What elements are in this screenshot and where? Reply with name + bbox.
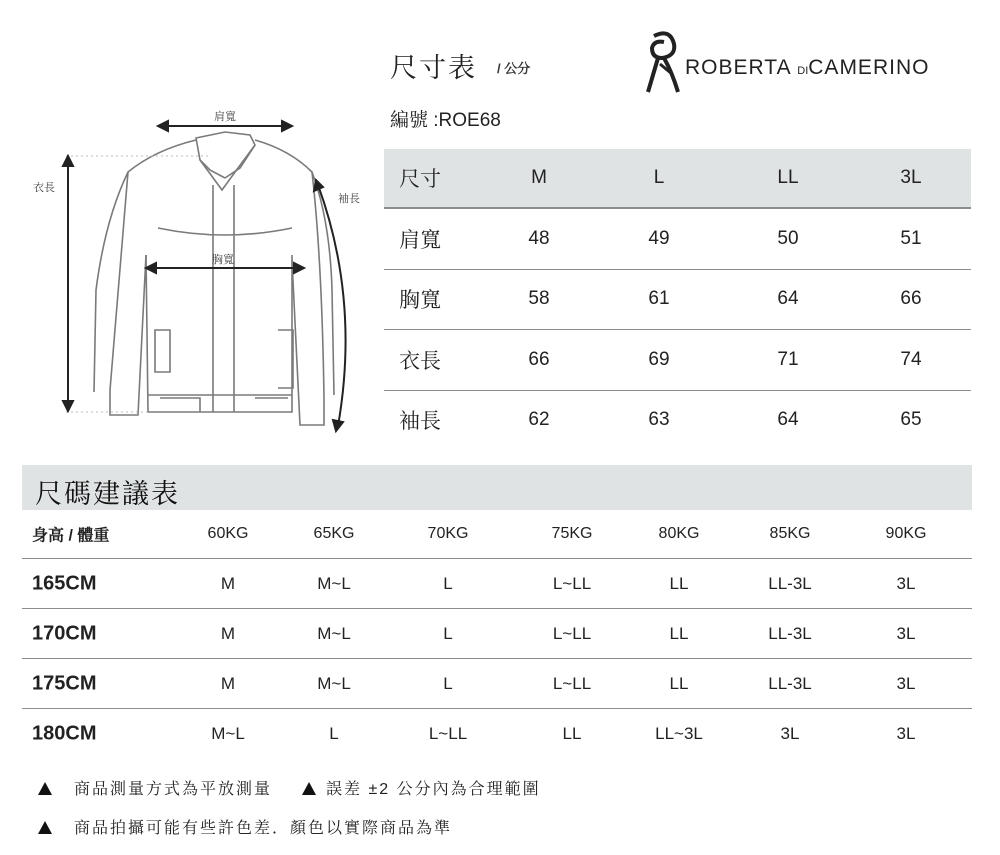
shoulder-label: 肩寬 [214, 111, 236, 123]
cell: 48 [528, 227, 550, 249]
cell: L~LL [428, 723, 468, 743]
jacket-diagram [0, 95, 380, 440]
row-label: 180CM [32, 722, 97, 744]
cell: L~LL [552, 623, 592, 643]
size-header-label: 尺寸 [399, 168, 441, 191]
size-header-l: L [653, 167, 665, 188]
recommendation-header [22, 510, 972, 559]
size-table [384, 149, 971, 450]
cell: 3L [896, 623, 916, 643]
cell: M~L [317, 623, 351, 643]
header-cell: 90KG [885, 525, 927, 542]
header-cell: 75KG [551, 525, 593, 542]
table-row [384, 270, 971, 331]
recommendation-title: 尺碼建議表 [35, 479, 180, 509]
note-color: 商品拍攝可能有些許色差．顏色以實際商品為準 [74, 820, 453, 837]
row-label: 衣長 [399, 349, 441, 373]
header-cell: 60KG [207, 525, 249, 542]
cell: L~LL [552, 673, 592, 693]
cell: L [443, 673, 453, 693]
header-cell: 70KG [427, 525, 469, 542]
cell: 64 [777, 409, 799, 431]
cell: LL-3L [768, 673, 812, 693]
header-cell: 80KG [658, 525, 700, 542]
brand-name-right: CAMERINO [808, 56, 930, 79]
cell: 3L [896, 723, 916, 743]
triangle-icon [38, 821, 52, 834]
header-cell: 65KG [313, 525, 355, 542]
cell: M [220, 673, 236, 693]
cell: LL [562, 723, 582, 743]
triangle-icon [302, 782, 316, 795]
cell: 71 [777, 348, 799, 370]
table-row [22, 609, 972, 659]
row-label: 165CM [32, 572, 97, 594]
cell: 74 [900, 348, 922, 370]
product-code: 編號 :ROE68 [390, 110, 501, 131]
table-row [22, 659, 972, 709]
table-row [384, 209, 971, 270]
cell: 63 [648, 409, 670, 431]
cell: 64 [777, 288, 799, 310]
cell: 65 [900, 409, 922, 431]
cell: LL [669, 673, 689, 693]
row-label: 袖長 [399, 410, 441, 434]
cell: 61 [648, 288, 670, 310]
cell: 3L [896, 673, 916, 693]
recommendation-table [22, 510, 972, 758]
chest-label: 胸寬 [212, 254, 234, 266]
triangle-icon [38, 782, 52, 795]
cell: 3L [780, 723, 800, 743]
cell: L [443, 623, 453, 643]
brand-name [685, 56, 929, 80]
cell: M~L [317, 673, 351, 693]
cell: LL [669, 573, 689, 593]
size-header-3l: 3L [900, 167, 922, 188]
cell: 66 [528, 348, 550, 370]
cell: M~L [317, 573, 351, 593]
size-header-ll: LL [777, 167, 799, 188]
cell: 50 [777, 227, 799, 249]
cell: 69 [648, 348, 670, 370]
cell: 49 [648, 227, 670, 249]
table-row [384, 391, 971, 451]
note-line-1 [38, 776, 541, 799]
row-label: 175CM [32, 672, 97, 694]
length-label: 衣長 [33, 182, 55, 194]
row-label: 胸寬 [399, 289, 441, 313]
cell: LL~3L [655, 723, 703, 743]
cell: 66 [900, 288, 922, 310]
cell: L [443, 573, 453, 593]
cell: L~LL [552, 573, 592, 593]
cell: LL [669, 623, 689, 643]
note-line-2 [38, 815, 452, 838]
cell: 62 [528, 409, 550, 431]
note-tolerance: 誤差 ±2 公分內為合理範圍 [326, 781, 541, 798]
cell: 58 [528, 288, 550, 310]
header-cell: 85KG [769, 525, 811, 542]
row-label: 170CM [32, 622, 97, 644]
cell: LL-3L [768, 573, 812, 593]
table-row [22, 559, 972, 609]
table-row [384, 330, 971, 391]
brand-name-di: DI [797, 65, 809, 77]
size-table-header [384, 149, 971, 209]
sleeve-label: 袖長 [338, 193, 360, 205]
row-label: 肩寬 [399, 228, 441, 252]
size-header-m: M [531, 167, 547, 188]
cell: M [220, 623, 236, 643]
page-title: 尺寸表 [390, 53, 477, 83]
cell: LL-3L [768, 623, 812, 643]
table-row [22, 709, 972, 758]
unit-label: / 公分 [497, 61, 531, 76]
brand-logo-icon [640, 30, 685, 96]
cell: M~L [211, 723, 245, 743]
cell: 3L [896, 573, 916, 593]
brand-name-left: ROBERTA [685, 56, 791, 79]
cell: M [220, 573, 236, 593]
header-label: 身高 / 體重 [32, 527, 110, 545]
cell: L [329, 723, 339, 743]
note-measurement: 商品測量方式為平放測量 [74, 781, 273, 798]
cell: 51 [900, 227, 922, 249]
